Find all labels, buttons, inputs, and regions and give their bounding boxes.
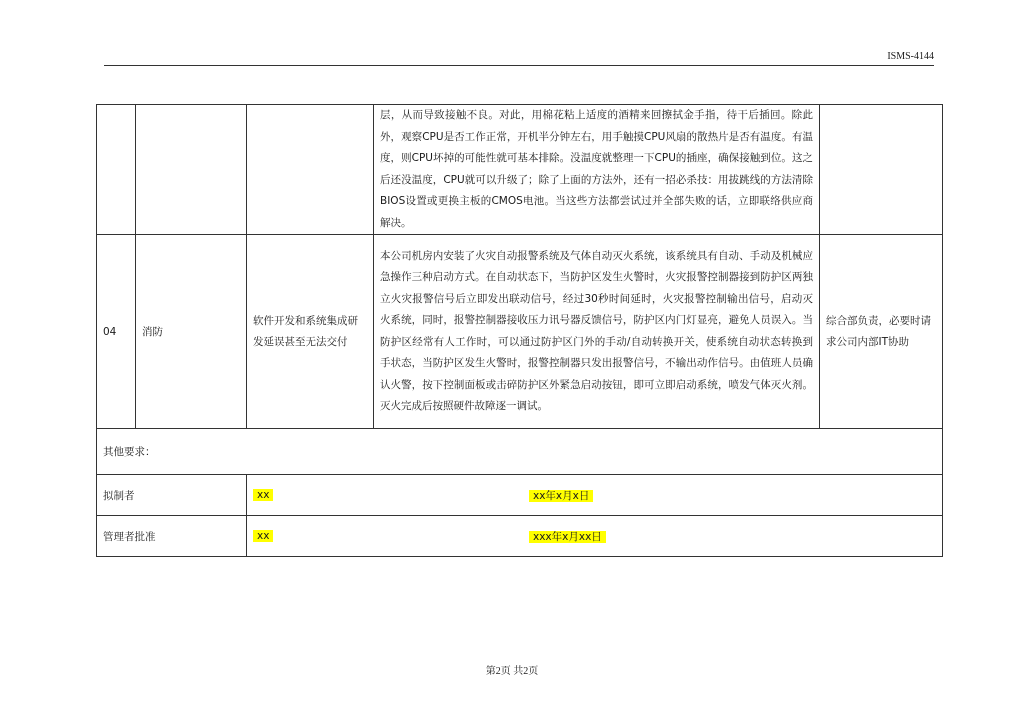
table-row <box>97 235 943 429</box>
signature-date: xxx年x月xx日 <box>529 531 606 543</box>
row-risk: 软件开发和系统集成研发延误甚至无法交付 <box>247 235 374 429</box>
row-index <box>97 105 136 235</box>
row-index: 04 <box>97 235 136 429</box>
risk-table <box>96 104 943 557</box>
signature-role: 管理者批准 <box>97 516 247 557</box>
signature-row <box>97 475 943 516</box>
row-owner: 综合部负责，必要时请求公司内部IT协助 <box>820 235 943 429</box>
measure-text: 层，从而导致接触不良。对此，用棉花粘上适度的酒精来回擦拭金手指，待干后插回。除此外，观察CPU是否工作正常，开机半分钟左右，用手触摸CPU风扇的散热片是否有温度。有温度，则CPU坏掉的可能性就可基本排除。没温度就整理一下CPU的插座，确保接触到位。这之后还没温度，CPU就可以升级了；除了上面的方法外，还有一招必杀技：用拔跳线的方法清除BIOS设置或更换主板的CMOS电池。当这些方法都尝试过并全部失败的话，立即联络供应商解决。 <box>380 109 813 229</box>
row-category <box>136 105 247 235</box>
signature-values <box>247 516 943 557</box>
measure-text: 本公司机房内安装了火灾自动报警系统及气体自动灭火系统，该系统具有自动、手动及机械应急操作三种启动方式。在自动状态下，当防护区发生火警时，火灾报警控制器接到防护区两独立火灾报警信号后立即发出联动信号，经过30秒时间延时，火灾报警控制输出信号，启动灭火系统，同时，报警控制器接收压力讯号器反馈信号，防护区内门灯显亮，避免人员误入。当防护区经常有人工作时，可以通过防护区门外的手动/自动转换开关，使系统自动状态转换到手状态，当防护区发生火警时，报警控制器只发出报警信号，不输出动作信号。由值班人员确认火警，按下控制面板或击碎防护区外紧急启动按钮，即可立即启动系统，喷发气体灭火剂。灭火完成后按照硬件故障逐一调试。 <box>380 249 813 412</box>
signature-name: xx <box>253 489 273 501</box>
page-number: 第2页 共2页 <box>485 666 539 677</box>
signature-row <box>97 516 943 557</box>
row-measure <box>374 235 820 429</box>
other-requirements-label: 其他要求： <box>97 429 943 475</box>
header-divider <box>104 65 934 66</box>
row-risk <box>247 105 374 235</box>
row-measure <box>374 105 820 235</box>
signature-values <box>247 475 943 516</box>
signature-role: 拟制者 <box>97 475 247 516</box>
signature-name: xx <box>253 530 273 542</box>
signature-date: xx年x月x日 <box>529 490 593 502</box>
other-requirements-row <box>97 429 943 475</box>
document-code: ISMS-4144 <box>887 51 934 62</box>
row-category: 消防 <box>136 235 247 429</box>
table-row <box>97 105 943 235</box>
row-owner <box>820 105 943 235</box>
